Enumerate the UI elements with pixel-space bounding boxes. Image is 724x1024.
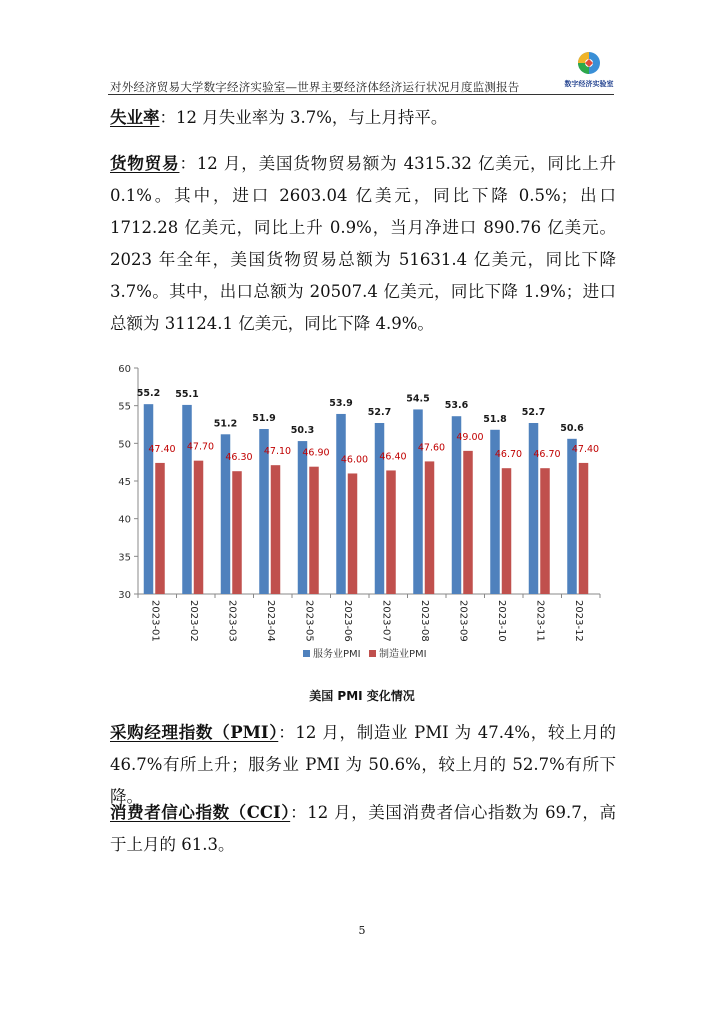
x-tick-label: 2023-10 — [495, 600, 507, 642]
x-tick-label: 2023-04 — [264, 600, 276, 642]
unemployment-text: ：12 月失业率为 3.7%，与上月持平。 — [159, 108, 448, 127]
services-pmi-data-label: 55.2 — [136, 388, 161, 400]
report-header-title: 对外经济贸易大学数字经济实验室—世界主要经济体经济运行状况月度监测报告 — [110, 80, 520, 94]
manufacturing-pmi-bar — [348, 473, 358, 594]
unemployment-label: 失业率 — [110, 108, 160, 127]
x-tick-label: 2023-06 — [341, 600, 353, 642]
trade-paragraph — [110, 148, 616, 340]
x-tick-label: 2023-07 — [380, 600, 392, 642]
x-tick-label: 2023-12 — [572, 600, 584, 642]
manufacturing-pmi-bar — [271, 465, 281, 594]
services-pmi-data-label: 53.9 — [329, 397, 353, 409]
pmi-chart-svg — [100, 355, 620, 675]
legend-manufacturing-label: 制造业PMI — [379, 649, 427, 660]
services-pmi-data-label: 51.2 — [213, 418, 238, 430]
manufacturing-pmi-bar — [155, 463, 165, 594]
manufacturing-pmi-bar — [309, 467, 319, 594]
y-tick-label: 40 — [118, 514, 131, 526]
services-pmi-bar — [182, 405, 192, 594]
y-tick-label: 30 — [118, 590, 131, 601]
services-pmi-data-label: 51.8 — [483, 413, 507, 425]
y-tick-label: 55 — [118, 401, 131, 413]
legend-services-label: 服务业PMI — [313, 649, 361, 660]
manufacturing-pmi-data-label: 46.70 — [533, 449, 561, 461]
x-tick-label: 2023-03 — [226, 600, 238, 642]
manufacturing-pmi-bar — [540, 468, 550, 594]
services-pmi-bar — [413, 409, 423, 594]
legend-services-swatch — [303, 650, 310, 657]
services-pmi-data-label: 54.5 — [406, 393, 430, 405]
pmi-label: 采购经理指数（PMI） — [110, 723, 279, 742]
x-tick-label: 2023-09 — [457, 600, 469, 642]
x-tick-label: 2023-08 — [418, 600, 430, 642]
manufacturing-pmi-bar — [386, 470, 396, 594]
services-pmi-bar — [567, 439, 577, 594]
manufacturing-pmi-bar — [194, 461, 204, 594]
manufacturing-pmi-bar — [463, 451, 473, 594]
manufacturing-pmi-data-label: 47.40 — [148, 443, 176, 455]
x-tick-label: 2023-02 — [187, 600, 199, 642]
y-tick-label: 45 — [118, 477, 131, 488]
lab-logo-text: 数字经济实验室 — [564, 80, 614, 88]
services-pmi-data-label: 50.6 — [560, 422, 584, 434]
services-pmi-data-label: 53.6 — [444, 400, 469, 412]
manufacturing-pmi-data-label: 46.40 — [379, 451, 407, 463]
trade-text: ：12 月，美国货物贸易额为 4315.32 亿美元，同比上升 0.1%。其中，进口 2603.04 亿美元，同比下降 0.5%；出口 1712.28 亿美元，同比上升 0.9%，当月净进口 890.76 亿美元。2023 年全年，美国货物贸易总额为 51631.4 亿美元，同比下降 3.7%。其中，出口总额为 20507.4 亿美元，同比下降 1.9%；进口总额为 31124.1 亿美元，同比下降 4.9%。 — [110, 154, 617, 333]
manufacturing-pmi-data-label: 47.40 — [571, 443, 600, 455]
legend-manufacturing-swatch — [369, 650, 376, 657]
pmi-chart — [100, 355, 620, 675]
y-tick-label: 50 — [118, 439, 131, 451]
y-tick-label: 35 — [118, 552, 131, 564]
services-pmi-bar — [375, 423, 385, 594]
services-pmi-bar — [144, 404, 154, 594]
header-divider — [108, 94, 614, 95]
manufacturing-pmi-data-label: 46.00 — [340, 454, 369, 466]
manufacturing-pmi-data-label: 47.10 — [263, 446, 292, 458]
x-tick-label: 2023-01 — [149, 600, 161, 642]
chart-caption: 美国 PMI 变化情况 — [309, 689, 415, 703]
services-pmi-data-label: 52.7 — [367, 406, 392, 418]
manufacturing-pmi-data-label: 46.90 — [302, 447, 330, 459]
manufacturing-pmi-bar — [232, 471, 242, 594]
cci-text: ：12 月，美国消费者信心指数为 69.7，高于上月的 61.3。 — [110, 803, 616, 854]
services-pmi-bar — [336, 414, 346, 594]
x-tick-label: 2023-11 — [534, 600, 546, 642]
page-number: 5 — [358, 924, 366, 937]
services-pmi-bar — [452, 416, 462, 594]
cci-label: 消费者信心指数（CCI） — [110, 803, 291, 822]
manufacturing-pmi-data-label: 46.30 — [225, 452, 253, 464]
trade-label: 货物贸易 — [110, 154, 180, 173]
x-tick-label: 2023-05 — [303, 600, 315, 642]
services-pmi-bar — [298, 441, 308, 594]
manufacturing-pmi-data-label: 46.70 — [494, 449, 523, 461]
manufacturing-pmi-bar — [502, 468, 512, 594]
manufacturing-pmi-bar — [425, 461, 435, 594]
manufacturing-pmi-data-label: 47.60 — [417, 442, 446, 454]
services-pmi-data-label: 50.3 — [290, 425, 315, 437]
services-pmi-data-label: 51.9 — [252, 413, 276, 425]
services-pmi-data-label: 55.1 — [175, 388, 199, 400]
manufacturing-pmi-data-label: 47.70 — [186, 441, 215, 453]
cci-paragraph — [110, 797, 616, 861]
unemployment-paragraph — [110, 102, 616, 134]
services-pmi-data-label: 52.7 — [521, 406, 546, 418]
manufacturing-pmi-data-label: 49.00 — [456, 431, 484, 443]
manufacturing-pmi-bar — [579, 463, 589, 594]
y-tick-label: 60 — [118, 364, 131, 375]
pmi-text: ：12 月，制造业 PMI 为 47.4%，较上月的 46.7%有所上升；服务业 PMI 为 50.6%，较上月的 52.7%有所下降。 — [110, 723, 617, 806]
